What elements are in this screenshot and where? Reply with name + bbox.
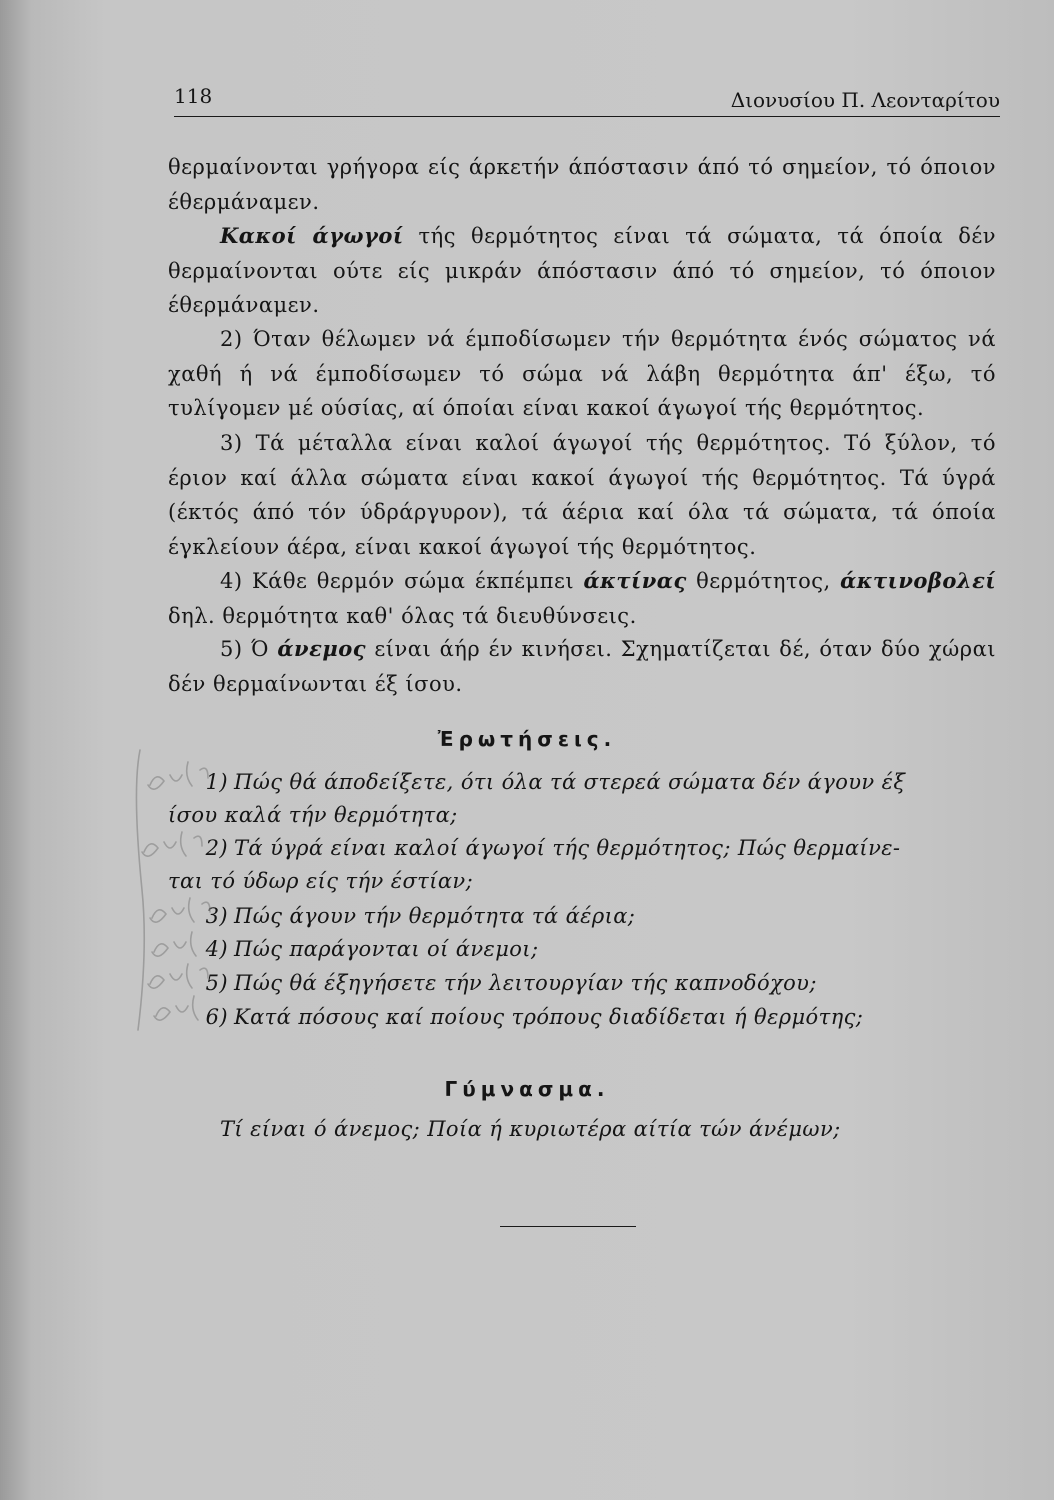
question-text: Κατά πόσους καί ποίους τρόπους διαδίδεται ή θερμότης; [234, 1005, 864, 1029]
paragraph-text: είναι άήρ έν κινήσει. Σχηματίζεται δέ, όταν δύο χώραι δέν θερμαίνωνται έξ ίσου. [168, 637, 996, 696]
paragraph-text: 4) Κάθε θερμόν σώμα έκπέμπει [220, 569, 584, 593]
question-text-continued: ίσου καλά τήν θερμότητα; [168, 803, 458, 827]
question-text: Τά ύγρά είναι καλοί άγωγοί τής θερμότητος; Πώς θερμαίνε- [234, 836, 901, 860]
pencil-marginalia [130, 740, 240, 1040]
term-wind: άνεμος [277, 636, 367, 661]
paragraph-text: 2) Όταν θέλωμεν νά έμποδίσωμεν τήν θερμότητα ένός σώματος νά χαθή ή νά έμποδίσωμεν τό σώμα νά λάβη θερμότητα άπ' έξω, τό τυλίγομεν μέ ούσίας, αί όποίαι είναι κακοί άγωγοί τής θερμότητος. [168, 327, 996, 420]
paragraph-text: 3) Τά μέταλλα είναι καλοί άγωγοί τής θερμότητος. Τό ξύλον, τό έριον καί άλλα σώματα είναι κακοί άγωγοί τής θερμότητος. Τά ύγρά (έκτός άπό τόν ύδράργυρον), τά άέρια καί όλα τά σώματα, τά όποία έγκλείουν άέρα, είναι κακοί άγωγοί τής θερμότητος. [168, 431, 996, 559]
term-rays: άκτίνας [583, 568, 687, 593]
paragraph-point-3 [168, 426, 996, 564]
question-text: Πώς θά άποδείξετε, ότι όλα τά στερεά σώματα δέν άγουν έξ [234, 770, 906, 794]
paragraph-point-5 [168, 632, 996, 701]
question-number: 3) [205, 904, 228, 928]
paragraph-text: δηλ. θερμότητα καθ' όλας τά διευθύνσεις. [168, 603, 637, 628]
question-number: 5) [205, 971, 228, 995]
question-item [168, 766, 996, 832]
question-item [168, 933, 996, 966]
paragraph-text: τής θερμότητος είναι τά σώματα, τά όποία δέν θερμαίνονται ούτε είς μικράν άπόστασιν άπό τό σημείον, τό όποιον έθερμάναμεν. [168, 224, 996, 317]
question-item [168, 1001, 996, 1034]
paragraph-text: θερμότητος, [686, 569, 841, 593]
page-number: 118 [174, 84, 213, 108]
running-head [174, 84, 1000, 117]
question-item [168, 967, 996, 1000]
exercise-heading: Γύμνασμα. [444, 1077, 610, 1101]
question-number: 1) [205, 770, 228, 794]
term-bad-conductors: Κακοί άγωγοί [220, 223, 404, 248]
question-text: Πώς παράγονται οί άνεμοι; [234, 937, 539, 961]
question-number: 4) [205, 937, 228, 961]
paragraph-point-2 [168, 322, 996, 426]
question-text: Πώς άγουν τήν θερμότητα τά άέρια; [234, 904, 636, 928]
questions-heading: Ἐρωτήσεις. [437, 727, 617, 751]
end-rule [500, 1226, 636, 1227]
running-title: Διονυσίου Π. Λεονταρίτου [730, 88, 1000, 112]
term-radiates: άκτινοβολεί [840, 568, 997, 593]
paragraph-point-4 [168, 564, 996, 633]
question-text: Πώς θά έξηγήσετε τήν λειτουργίαν τής καπνοδόχου; [234, 971, 817, 995]
question-number: 2) [205, 836, 228, 860]
exercise-text: Τί είναι ό άνεμος; Ποία ή κυριωτέρα αίτία τών άνέμων; [220, 1117, 841, 1141]
paragraph-text: 5) Ό [220, 637, 278, 661]
question-text-continued: ται τό ύδωρ είς τήν έστίαν; [168, 869, 474, 893]
paragraph-continuation: θερμαίνονται γρήγορα είς άρκετήν άπόστασιν άπό τό σημείον, τό όποιον έθερμάναμεν. [168, 155, 996, 214]
question-item [168, 900, 996, 933]
paragraph-bad-conductors [168, 219, 996, 323]
question-item [168, 832, 996, 898]
question-number: 6) [205, 1005, 228, 1029]
